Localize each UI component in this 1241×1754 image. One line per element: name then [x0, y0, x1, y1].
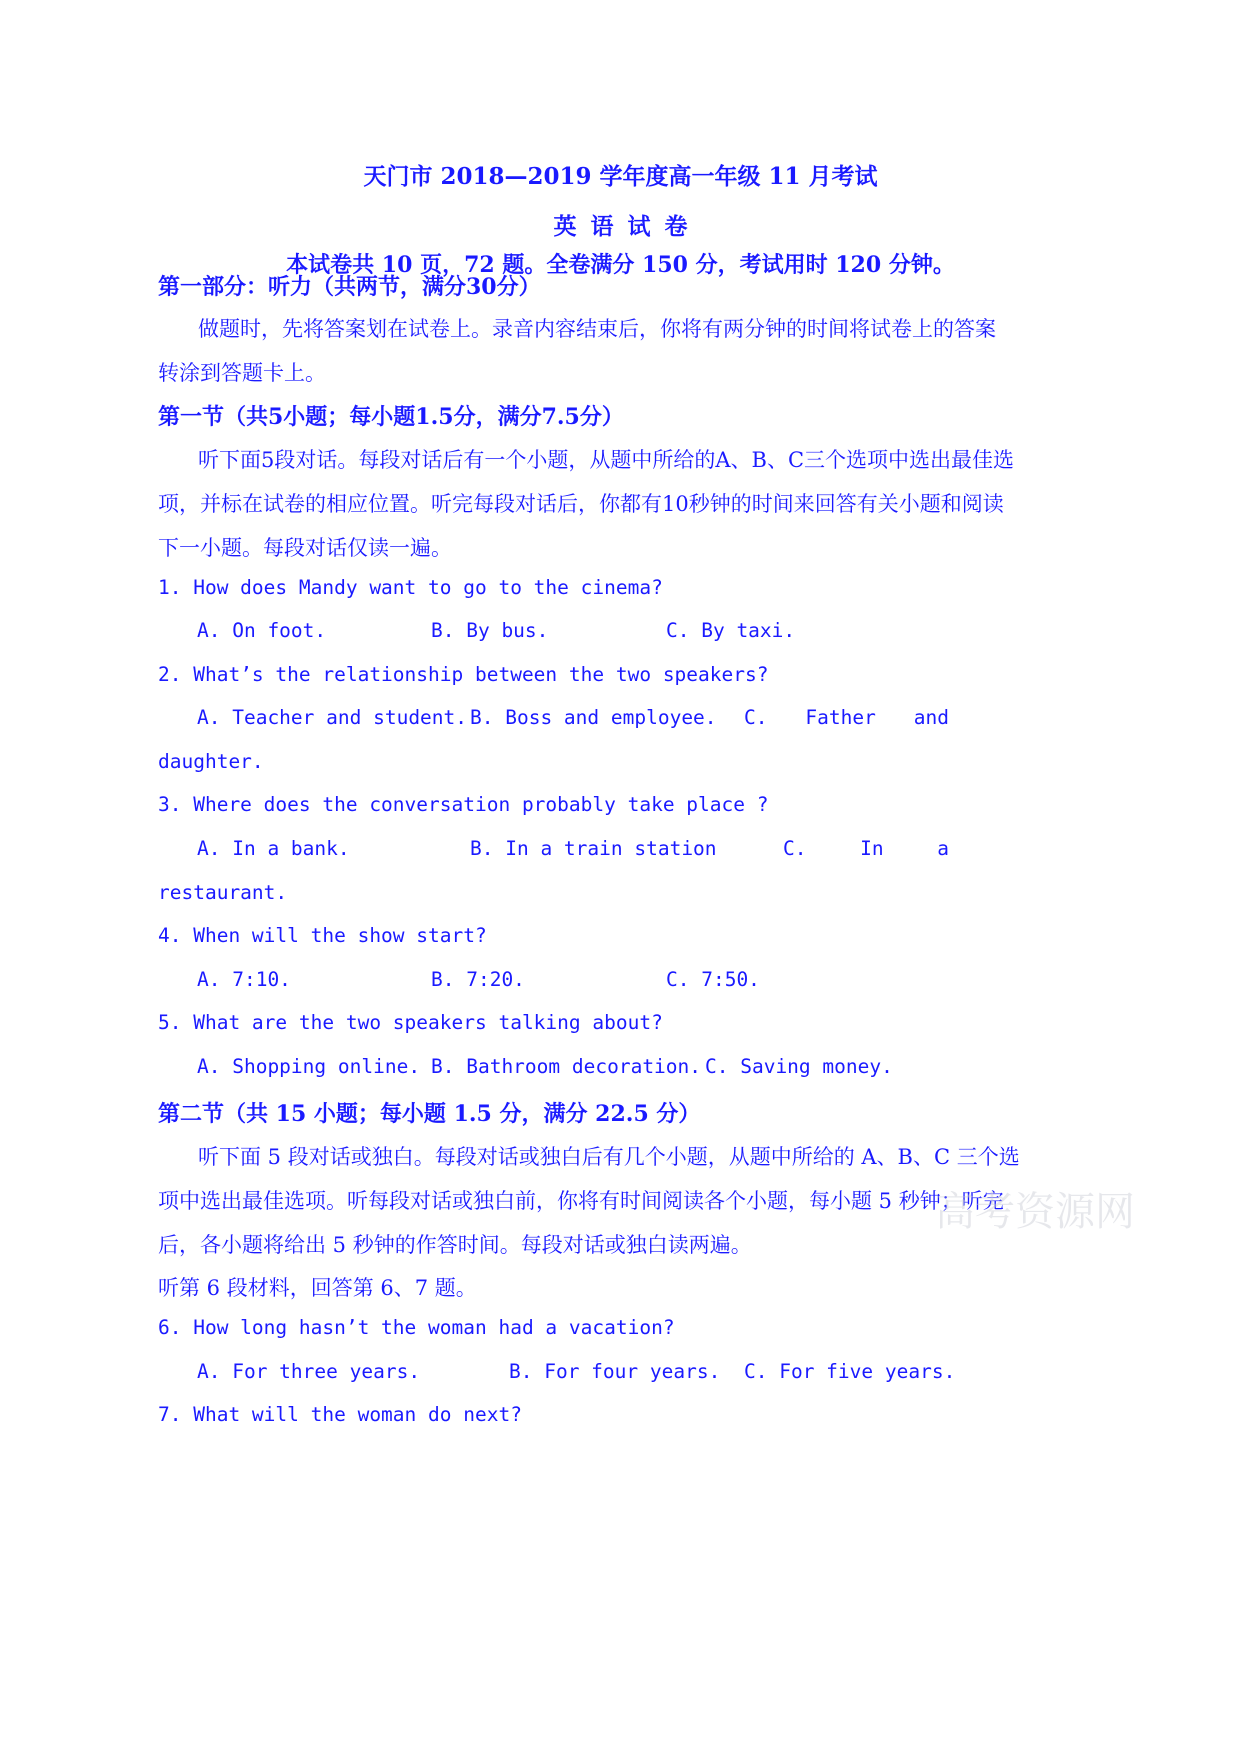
section1-intro-line1: 听下面5段对话。每段对话后有一个小题，从题中所给的A、B、C三个选项中选出最佳选: [198, 448, 1015, 472]
q5-option-a: A. Shopping online.: [197, 1055, 421, 1078]
q6-stem: 6. How long hasn’t the woman had a vacation?: [158, 1316, 675, 1339]
q4-option-c: C. 7:50.: [666, 968, 760, 991]
q4-option-b: B. 7:20.: [431, 968, 525, 991]
q1-option-b: B. By bus.: [431, 619, 549, 642]
exam-title: 天门市 2018—2019 学年度高一年级 11 月考试: [363, 163, 878, 190]
exam-subtitle: 英语试卷: [553, 213, 702, 240]
section2-intro-line3: 后，各小题将给出 5 秒钟的作答时间。每段对话或独白读两遍。: [158, 1233, 752, 1257]
q4-option-a: A. 7:10.: [197, 968, 291, 991]
section2-intro-line2: 项中选出最佳选项。听每段对话或独白前，你将有时间阅读各个小题，每小题 5 秒钟；听完: [158, 1189, 1004, 1213]
q2-option-b: B. Boss and employee.: [470, 706, 717, 729]
q2-option-c: [744, 706, 949, 729]
q5-option-b: B. Bathroom decoration.: [431, 1055, 702, 1078]
section1-intro-line2: 项，并标在试卷的相应位置。听完每段对话后，你都有10秒钟的时间来回答有关小题和阅读: [158, 492, 1004, 516]
q2-option-c-label: C.: [744, 706, 768, 729]
section2-intro-line1: 听下面 5 段对话或独白。每段对话或独白后有几个小题，从题中所给的 A、B、C 三个选: [198, 1145, 1020, 1169]
q1-stem: 1. How does Mandy want to go to the cinema?: [158, 576, 663, 599]
q3-option-b: B. In a train station: [470, 837, 717, 860]
section2-heading: 第二节（共 15 小题；每小题 1.5 分，满分 22.5 分）: [158, 1101, 701, 1127]
q6-option-b: B. For four years.: [509, 1360, 721, 1383]
q3-option-c-word2: a: [937, 837, 949, 860]
part1-intro-line2: 转涂到答题卡上。: [158, 361, 326, 385]
q6-option-c: C. For five years.: [744, 1360, 956, 1383]
q3-option-c-word1: In: [860, 837, 884, 860]
q7-stem: 7. What will the woman do next?: [158, 1403, 522, 1426]
q6-option-a: A. For three years.: [197, 1360, 421, 1383]
q2-option-c-word2: and: [913, 706, 949, 729]
q3-option-c: [783, 837, 949, 860]
q3-stem: 3. Where does the conversation probably take place ?: [158, 793, 769, 816]
watermark-logo: 高考资源网: [935, 1189, 1135, 1235]
q2-option-a: A. Teacher and student.: [197, 706, 468, 729]
q3-option-c-label: C.: [783, 837, 807, 860]
q4-stem: 4. When will the show start?: [158, 924, 487, 947]
part1-intro-line1: 做题时，先将答案划在试卷上。录音内容结束后，你将有两分钟的时间将试卷上的答案: [198, 317, 996, 341]
q1-option-a: A. On foot.: [197, 619, 327, 642]
section1-intro-line3: 下一小题。每段对话仅读一遍。: [158, 536, 452, 560]
q1-option-c: C. By taxi.: [666, 619, 796, 642]
q2-stem: 2. What’s the relationship between the two speakers?: [158, 663, 769, 686]
q5-option-c: C. Saving money.: [705, 1055, 893, 1078]
q3-option-c-continued: restaurant.: [158, 881, 288, 904]
q2-option-c-continued: daughter.: [158, 750, 264, 773]
section2-material-note: 听第 6 段材料，回答第 6、7 题。: [158, 1276, 477, 1300]
q2-option-c-word1: Father: [805, 706, 876, 729]
exam-note: 本试卷共 10 页，72 题。全卷满分 150 分，考试用时 120 分钟。: [286, 252, 955, 278]
q3-option-a: A. In a bank.: [197, 837, 350, 860]
part1-heading: 第一部分：听力（共两节，满分30分）: [158, 274, 541, 300]
q5-stem: 5. What are the two speakers talking about?: [158, 1011, 663, 1034]
section1-heading: 第一节（共5小题；每小题1.5分，满分7.5分）: [158, 404, 624, 430]
